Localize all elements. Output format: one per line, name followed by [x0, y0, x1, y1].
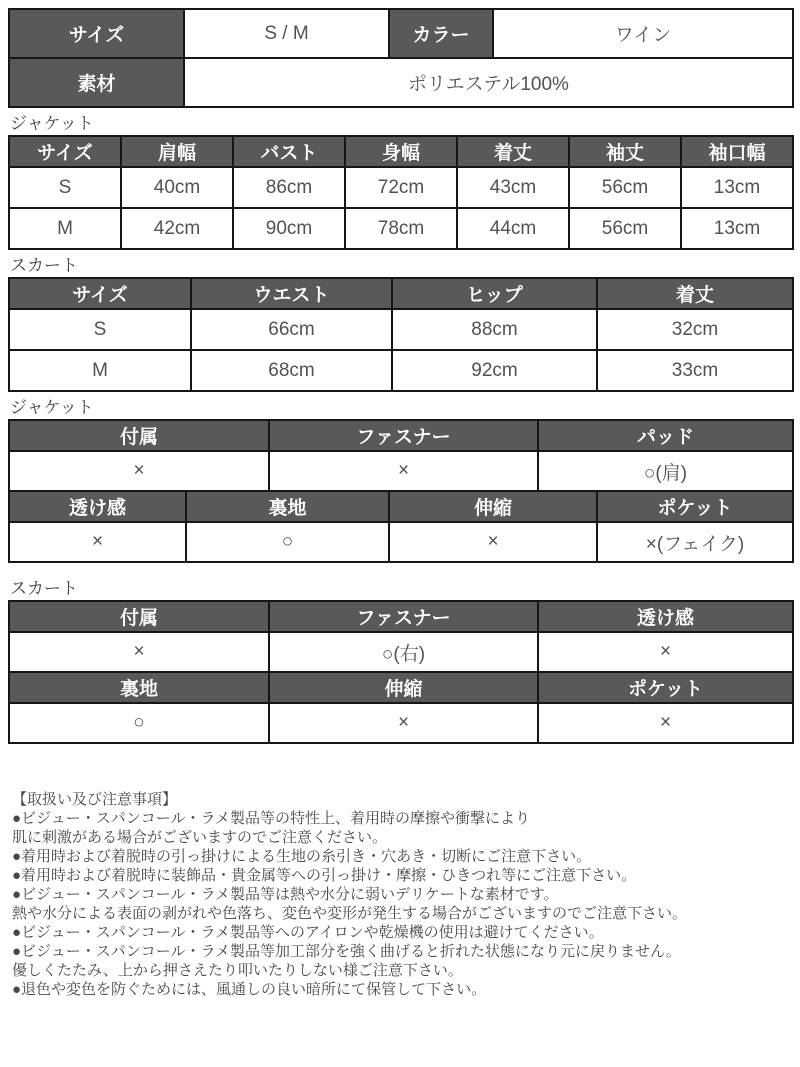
- color-header: カラー: [389, 9, 493, 58]
- table-row: [9, 167, 793, 208]
- column-header: 着丈: [457, 136, 569, 167]
- feature-header: 付属: [9, 601, 269, 632]
- material-value: ポリエステル100%: [184, 58, 793, 107]
- table-header-row: [9, 278, 793, 309]
- measure-cell: 68cm: [191, 350, 392, 391]
- feature-value: ×: [269, 703, 538, 743]
- skirt-sizes-label: スカート: [10, 256, 78, 275]
- table-row: [9, 309, 793, 350]
- column-header: 身幅: [345, 136, 457, 167]
- material-header: 素材: [9, 58, 184, 107]
- measure-cell: 44cm: [457, 208, 569, 249]
- feature-value: ○: [9, 703, 269, 743]
- measure-cell: 78cm: [345, 208, 457, 249]
- feature-header: ポケット: [597, 491, 793, 522]
- skirt-details-label: スカート: [10, 579, 78, 598]
- column-header: ヒップ: [392, 278, 597, 309]
- measure-cell: 42cm: [121, 208, 233, 249]
- table-row: [9, 522, 793, 562]
- measure-cell: 92cm: [392, 350, 597, 391]
- table-row: [9, 451, 793, 491]
- measure-cell: 13cm: [681, 208, 793, 249]
- care-note-line: 肌に刺激がある場合がございますのでご注意ください。: [12, 829, 388, 846]
- table-row: [9, 703, 793, 743]
- measure-cell: 66cm: [191, 309, 392, 350]
- feature-value: ○(右): [269, 632, 538, 672]
- size-cell: M: [9, 208, 121, 249]
- feature-header: 裏地: [186, 491, 389, 522]
- feature-header: ファスナー: [269, 420, 538, 451]
- column-header: 袖口幅: [681, 136, 793, 167]
- skirt-size-table: [8, 277, 794, 392]
- care-note-line: ●ビジュー・スパンコール・ラメ製品等の特性上、着用時の摩擦や衝撃により: [12, 810, 531, 827]
- feature-value: ○(肩): [538, 451, 793, 491]
- feature-header: 裏地: [9, 672, 269, 703]
- column-header: サイズ: [9, 136, 121, 167]
- care-note-line: 優しくたたみ、上から押さえたり叩いたりしない様ご注意下さい。: [12, 962, 463, 979]
- care-note-line: 熱や水分による表面の剥がれや色落ち、変色や変形が発生する場合がございますのでご注意下さい。: [12, 905, 688, 922]
- feature-value: ×: [538, 632, 793, 672]
- measure-cell: 86cm: [233, 167, 345, 208]
- feature-header: ポケット: [538, 672, 793, 703]
- spec-table: [8, 8, 794, 108]
- feature-value: ×: [9, 522, 186, 562]
- feature-header: 伸縮: [269, 672, 538, 703]
- feature-header: パッド: [538, 420, 793, 451]
- size-cell: M: [9, 350, 191, 391]
- measure-cell: 43cm: [457, 167, 569, 208]
- measure-cell: 33cm: [597, 350, 793, 391]
- table-row: [9, 632, 793, 672]
- column-header: ウエスト: [191, 278, 392, 309]
- table-row: [9, 9, 793, 58]
- feature-header: 付属: [9, 420, 269, 451]
- column-header: 着丈: [597, 278, 793, 309]
- table-header-row: [9, 491, 793, 522]
- feature-header: 伸縮: [389, 491, 597, 522]
- measure-cell: 90cm: [233, 208, 345, 249]
- care-note-line: ●ビジュー・スパンコール・ラメ製品等は熱や水分に弱いデリケートな素材です。: [12, 886, 559, 903]
- table-row: [9, 58, 793, 107]
- care-notes: [12, 790, 800, 999]
- care-note-line: ●ビジュー・スパンコール・ラメ製品等加工部分を強く曲げると折れた状態になり元に戻りません。: [12, 943, 681, 960]
- table-header-row: [9, 136, 793, 167]
- table-header-row: [9, 601, 793, 632]
- column-header: サイズ: [9, 278, 191, 309]
- care-note-line: ●退色や変色を防ぐためには、風通しの良い暗所にて保管して下さい。: [12, 981, 487, 998]
- feature-header: 透け感: [9, 491, 186, 522]
- column-header: 袖丈: [569, 136, 681, 167]
- size-cell: S: [9, 309, 191, 350]
- size-value: S / M: [184, 9, 389, 58]
- measure-cell: 13cm: [681, 167, 793, 208]
- care-note-line: ●ビジュー・スパンコール・ラメ製品等へのアイロンや乾燥機の使用は避けてください。: [12, 924, 604, 941]
- size-header: サイズ: [9, 9, 184, 58]
- jacket-size-table: [8, 135, 794, 250]
- measure-cell: 32cm: [597, 309, 793, 350]
- feature-value: ×: [389, 522, 597, 562]
- color-value: ワイン: [493, 9, 793, 58]
- jacket-details-label: ジャケット: [10, 398, 94, 417]
- feature-value: ×: [9, 451, 269, 491]
- measure-cell: 56cm: [569, 208, 681, 249]
- care-note-line: ●着用時および着脱時に装飾品・貴金属等への引っ掛け・摩擦・ひきつれ等にご注意下さい。: [12, 867, 637, 884]
- care-notes-title: 【取扱い及び注意事項】: [12, 791, 178, 808]
- measure-cell: 56cm: [569, 167, 681, 208]
- feature-value: ×: [538, 703, 793, 743]
- measure-cell: 40cm: [121, 167, 233, 208]
- measure-cell: 88cm: [392, 309, 597, 350]
- measure-cell: 72cm: [345, 167, 457, 208]
- care-note-line: ●着用時および着脱時の引っ掛けによる生地の糸引き・穴あき・切断にご注意下さい。: [12, 848, 592, 865]
- table-header-row: [9, 672, 793, 703]
- table-row: [9, 208, 793, 249]
- feature-header: ファスナー: [269, 601, 538, 632]
- feature-header: 透け感: [538, 601, 793, 632]
- jacket-detail-table-top: [8, 419, 794, 492]
- feature-value: ×: [9, 632, 269, 672]
- column-header: バスト: [233, 136, 345, 167]
- table-row: [9, 350, 793, 391]
- table-header-row: [9, 420, 793, 451]
- column-header: 肩幅: [121, 136, 233, 167]
- jacket-detail-table-bottom: [8, 490, 794, 563]
- jacket-sizes-label: ジャケット: [10, 114, 94, 133]
- feature-value: ○: [186, 522, 389, 562]
- feature-value: ×: [269, 451, 538, 491]
- size-cell: S: [9, 167, 121, 208]
- feature-value: ×(フェイク): [597, 522, 793, 562]
- skirt-detail-table: [8, 600, 794, 744]
